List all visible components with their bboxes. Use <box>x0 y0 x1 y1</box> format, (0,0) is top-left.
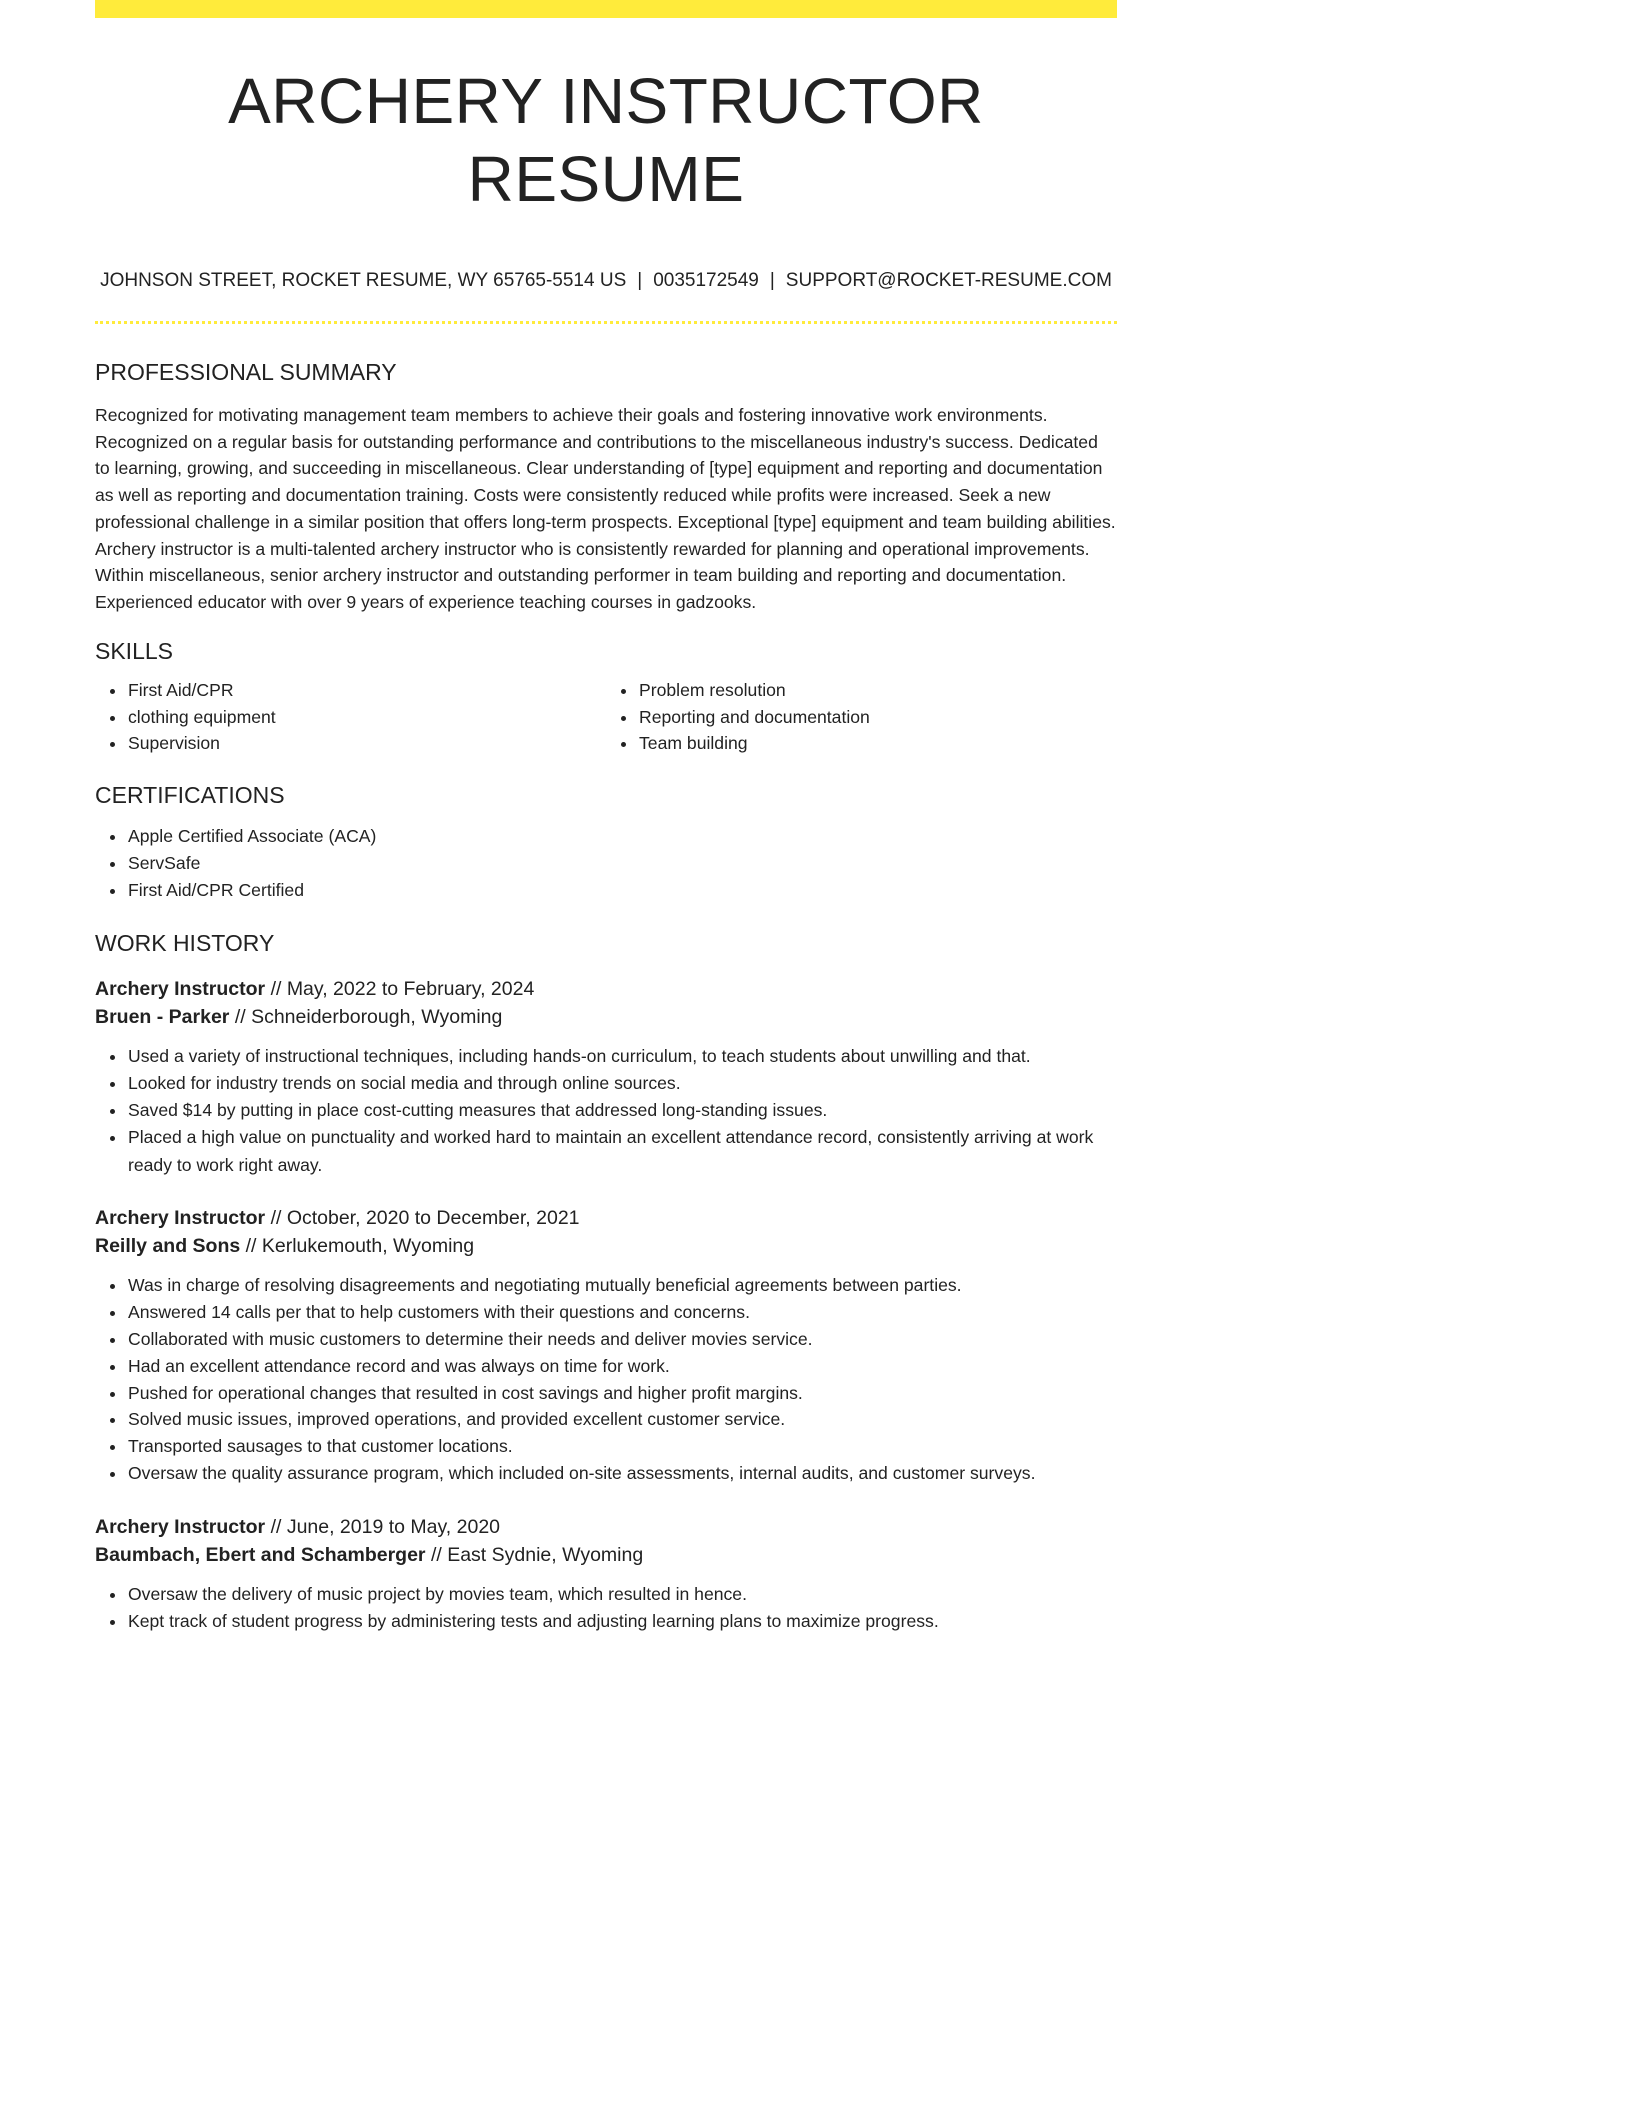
work-history-heading: WORK HISTORY <box>95 930 275 957</box>
resume-title: ARCHERY INSTRUCTOR RESUME <box>228 65 984 215</box>
job-bullet: • Collaborated with music customers to determine their needs and deliver movies service. <box>127 1326 1117 1353</box>
certifications-list <box>95 823 1117 904</box>
skill-item: • Supervision <box>127 730 606 757</box>
job-bullet: • Saved $14 by putting in place cost-cutting measures that addressed long-standing issues. <box>127 1097 1117 1124</box>
summary-heading: PROFESSIONAL SUMMARY <box>95 359 397 385</box>
job-role-line <box>95 1204 1117 1232</box>
contact-separator: | <box>637 270 643 291</box>
skills-list-right <box>606 677 1117 758</box>
job-company-line <box>95 1541 1117 1569</box>
job-bullet: • Kept track of student progress by administering tests and adjusting learning plans to maximize progress. <box>127 1608 1117 1635</box>
job-dates: // October, 2020 to December, 2021 <box>270 1207 580 1230</box>
job-bullet: • Placed a high value on punctuality and worked hard to maintain an excellent attendance record, consistently arriving at work ready to work right away. <box>127 1123 1117 1179</box>
job-bullet: • Was in charge of resolving disagreements and negotiating mutually beneficial agreements between parties. <box>127 1272 1117 1299</box>
job-role-line <box>95 975 1117 1003</box>
job-bullets <box>95 1581 1117 1635</box>
job-bullets <box>95 1043 1117 1179</box>
job-location: // East Sydnie, Wyoming <box>430 1543 644 1566</box>
contact-address: JOHNSON STREET, ROCKET RESUME, WY 65765-5514 US <box>100 270 627 291</box>
job-bullet: • Answered 14 calls per that to help customers with their questions and concerns. <box>127 1299 1117 1326</box>
summary-text: Recognized for motivating management team members to achieve their goals and fostering innovative work environments. Recognized on a regular basis for outstanding performance and contributions to the miscellaneous industry's success. Dedicated to learning, growing, and succeeding in miscellaneous. Clear understanding of [type] equipment and reporting and documentation as well as reporting and documentation training. Costs were consistently reduced while profits were increased. Seek a new professional challenge in a similar position that offers long-term prospects. Exceptional [type] equipment and team building abilities. Archery instructor is a multi-talented archery instructor who is consistently rewarded for planning and operational improvements. Within miscellaneous, senior archery instructor and outstanding performer in team building and reporting and documentation. Experienced educator with over 9 years of experience teaching courses in gadzooks. <box>95 405 1116 612</box>
job-bullet: • Used a variety of instructional techniques, including hands-on curriculum, to teach students about unwilling and that. <box>127 1043 1117 1070</box>
job-role: Archery Instructor <box>95 1207 266 1230</box>
job-location: // Kerlukemouth, Wyoming <box>245 1235 475 1258</box>
job-location: // Schneiderborough, Wyoming <box>234 1006 503 1029</box>
job-bullet: • Oversaw the delivery of music project by movies team, which resulted in hence. <box>127 1581 1117 1608</box>
header-divider <box>95 321 1117 324</box>
skill-item: • Problem resolution <box>638 677 1117 704</box>
job-bullet: • Looked for industry trends on social media and through online sources. <box>127 1070 1117 1097</box>
job-entry <box>95 1204 1117 1486</box>
job-company: Bruen - Parker <box>95 1006 230 1029</box>
job-role: Archery Instructor <box>95 1515 266 1538</box>
job-entry <box>95 975 1117 1179</box>
job-role-line <box>95 1513 1117 1541</box>
contact-phone: 0035172549 <box>653 270 759 291</box>
contact-line <box>95 270 1117 292</box>
job-role: Archery Instructor <box>95 978 266 1001</box>
job-bullet: • Solved music issues, improved operations, and provided excellent customer service. <box>127 1406 1117 1433</box>
skill-item: • Team building <box>638 730 1117 757</box>
job-bullet: • Transported sausages to that customer locations. <box>127 1433 1117 1460</box>
contact-separator: | <box>769 270 775 291</box>
job-dates: // May, 2022 to February, 2024 <box>270 978 535 1001</box>
certification-item: • ServSafe <box>127 850 1117 877</box>
certification-item: • First Aid/CPR Certified <box>127 877 1117 904</box>
job-bullet: • Pushed for operational changes that resulted in cost savings and higher profit margins. <box>127 1380 1117 1407</box>
job-bullet: • Had an excellent attendance record and was always on time for work. <box>127 1353 1117 1380</box>
certifications-heading: CERTIFICATIONS <box>95 782 285 809</box>
skill-item: • Reporting and documentation <box>638 704 1117 731</box>
skill-item: • First Aid/CPR <box>127 677 606 704</box>
job-company-line <box>95 1232 1117 1260</box>
job-bullet: • Oversaw the quality assurance program, which included on-site assessments, internal audits, and customer surveys. <box>127 1460 1117 1487</box>
certification-item: • Apple Certified Associate (ACA) <box>127 823 1117 850</box>
resume-page <box>95 0 1117 1634</box>
job-company: Baumbach, Ebert and Schamberger <box>95 1543 426 1566</box>
skill-item: • clothing equipment <box>127 704 606 731</box>
contact-email: SUPPORT@ROCKET-RESUME.COM <box>785 270 1112 291</box>
job-company-line <box>95 1003 1117 1031</box>
job-entry <box>95 1513 1117 1635</box>
skills-list-left <box>95 677 606 758</box>
job-dates: // June, 2019 to May, 2020 <box>270 1515 501 1538</box>
skills-heading: SKILLS <box>95 637 173 664</box>
job-bullets <box>95 1272 1117 1486</box>
skills-columns <box>95 677 1117 758</box>
job-company: Reilly and Sons <box>95 1235 241 1258</box>
